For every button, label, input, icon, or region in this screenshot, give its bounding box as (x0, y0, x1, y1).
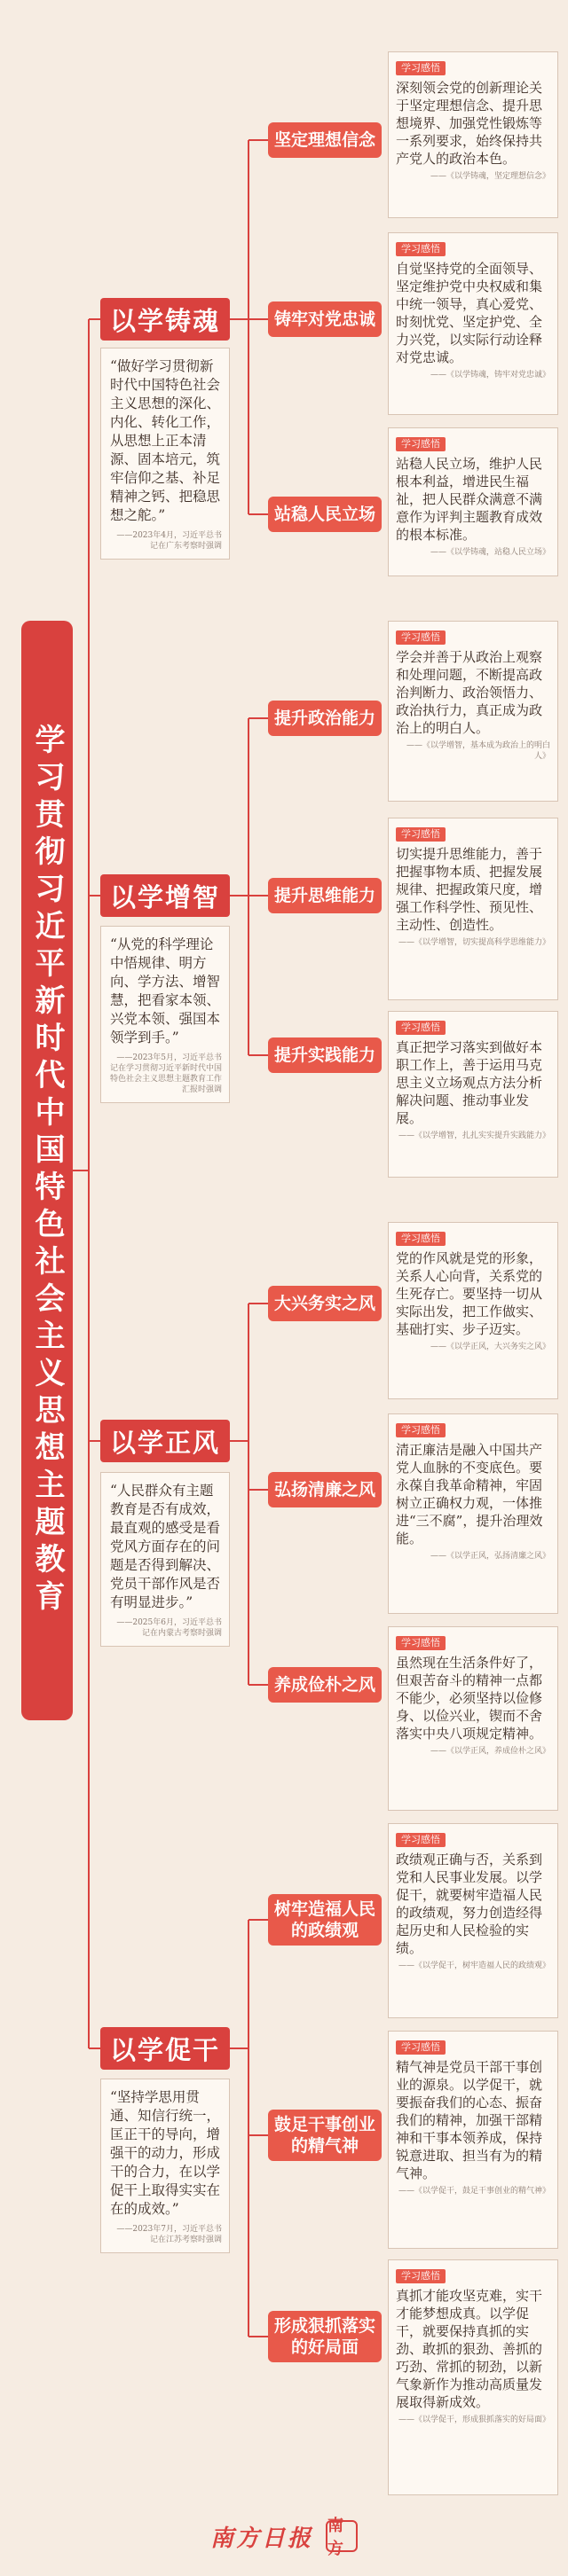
module-title: 以学铸魂 (100, 298, 230, 341)
main-title: 学习贯彻习近平新时代中国特色社会主义思想主题教育 (29, 724, 65, 1617)
insight-card (388, 1626, 558, 1811)
insight-badge: 学习感悟 (396, 827, 446, 842)
sub-topic: 养成俭朴之风 (268, 1667, 382, 1703)
insight-badge: 学习感悟 (396, 437, 446, 451)
module-title: 以学正风 (100, 1420, 230, 1462)
insight-badge: 学习感悟 (396, 1636, 446, 1650)
insight-card (388, 51, 558, 218)
insight-text: 真正把学习落实到做好本职工作上，善于运用马克思主义立场观点方法分析解决问题、推动事业发展。 (396, 1039, 543, 1126)
quote-text: “人民群众有主题教育是否有成效，最直观的感受是看党风方面存在的问题是否得到解决、党员干部作风是否有明显进步。” (110, 1483, 221, 1610)
sub-topic: 大兴务实之风 (268, 1286, 382, 1321)
quote-box (100, 2079, 230, 2253)
insight-text: 站稳人民立场，维护人民根本利益，增进民生福祉，把人民群众满意不满意作为评判主题教育成效的根本标准。 (396, 456, 543, 543)
nanfang-seal-icon: 南方 (326, 2520, 358, 2552)
insight-badge: 学习感悟 (396, 2040, 446, 2055)
insight-text: 深刻领会党的创新理论关于坚定理想信念、提升思想境界、加强党性锻炼等一系列要求，始终保持共产党人的政治本色。 (396, 80, 543, 167)
insight-text: 学会并善于从政治上观察和处理问题，不断提高政治判断力、政治领悟力、政治执行力，真正成为政治上的明白人。 (396, 649, 543, 736)
insight-badge: 学习感悟 (396, 1232, 446, 1246)
sub-topic: 提升政治能力 (268, 701, 382, 736)
insight-badge: 学习感悟 (396, 630, 446, 645)
main-title-bar (21, 621, 73, 1720)
insight-source: ——《以学正风，弘扬清廉之风》 (430, 1552, 550, 1561)
insight-badge: 学习感悟 (396, 61, 446, 75)
insight-card (388, 2031, 558, 2249)
module-title: 以学增智 (100, 874, 230, 917)
insight-source: ——《以学促干，形成狠抓落实的好局面》 (398, 2415, 550, 2424)
quote-box (100, 926, 230, 1103)
sub-topic: 提升实践能力 (268, 1037, 382, 1073)
insight-text: 虽然现在生活条件好了，但艰苦奋斗的精神一点都不能少，必须坚持以俭修身、以俭兴业，锲而不舍落实中央八项规定精神。 (396, 1655, 543, 1742)
sub-topic: 铸牢对党忠诚 (268, 301, 382, 337)
insight-card (388, 2259, 558, 2495)
quote-source: ——2025年6月，习近平总书记在内蒙古考察时强调 (116, 1618, 222, 1638)
insight-source: ——《以学增智，切实提高科学思维能力》 (398, 938, 550, 947)
quote-text: “坚持学思用贯通、知信行统一，匡正干的导向，增强干的动力，形成干的合力，在以学促干上取得实实在在的成效。” (110, 2089, 221, 2217)
insight-text: 党的作风就是党的形象，关系人心向背，关系党的生死存亡。要坚持一切从实际出发，把工作做实、基础打实、步子迈实。 (396, 1250, 543, 1337)
sub-topic: 形成狠抓落实的好局面 (268, 2311, 382, 2362)
insight-source: ——《以学正风，大兴务实之风》 (430, 1343, 550, 1351)
insight-source: ——《以学促干，树牢造福人民的政绩观》 (398, 1961, 550, 1970)
quote-source: ——2023年5月，习近平总书记在学习贯彻习近平新时代中国特色社会主义思想主题教育工作汇报时强调 (110, 1053, 223, 1094)
insight-card (388, 1413, 558, 1614)
insight-source: ——《以学正风，养成俭朴之风》 (430, 1747, 550, 1756)
insight-badge: 学习感悟 (396, 1021, 446, 1035)
insight-text: 真抓才能攻坚克难，实干才能梦想成真。以学促干，就要保持真抓的实劲、敢抓的狠劲、善抓的巧劲、常抓的韧劲，以新气象新作为推动高质量发展取得新成效。 (396, 2288, 543, 2410)
quote-box (100, 1472, 230, 1647)
insight-text: 精气神是党员干部干事创业的源泉。以学促干，就要振奋我们的心态、振奋我们的精神，加强干部精神和干事本领养成，保持锐意进取、担当有为的精气神。 (396, 2059, 543, 2181)
insight-card (388, 1011, 558, 1178)
insight-badge: 学习感悟 (396, 1423, 446, 1437)
module-title: 以学促干 (100, 2027, 230, 2070)
insight-card (388, 1823, 558, 2018)
insight-source: ——《以学铸魂，铸牢对党忠诚》 (430, 371, 550, 380)
insight-source: ——《以学铸魂，坚定理想信念》 (430, 172, 550, 181)
footer (0, 2509, 568, 2563)
insight-badge: 学习感悟 (396, 242, 446, 256)
insight-source: ——《以学铸魂，站稳人民立场》 (430, 548, 550, 557)
insight-source: ——《以学增智，扎扎实实提升实践能力》 (398, 1131, 550, 1140)
insight-card (388, 232, 558, 415)
sub-topic: 站稳人民立场 (268, 497, 382, 532)
nanfang-daily-logo: 南方日报 (209, 2525, 313, 2552)
quote-source: ——2023年4月，习近平总书记在广东考察时强调 (116, 531, 222, 551)
sub-topic: 树牢造福人民的政绩观 (268, 1894, 382, 1946)
insight-badge: 学习感悟 (396, 1833, 446, 1847)
insight-text: 切实提升思维能力，善于把握事物本质、把握发展规律、把握政策尺度，增强工作科学性、预见性、主动性、创造性。 (396, 846, 543, 933)
insight-card (388, 621, 558, 802)
insight-card (388, 818, 558, 1000)
insight-source: ——《以学增智，基本成为政治上的明白人》 (406, 741, 550, 761)
insight-text: 自觉坚持党的全面领导、坚定维护党中央权威和集中统一领导，真心爱党、时刻忧党、坚定护党、全力兴党，以实际行动诠释对党忠诚。 (396, 261, 543, 365)
sub-topic: 弘扬清廉之风 (268, 1472, 382, 1507)
sub-topic: 提升思维能力 (268, 878, 382, 913)
insight-text: 政绩观正确与否，关系到党和人民事业发展。以学促干，就要树牢造福人民的政绩观，努力创造经得起历史和人民检验的实绩。 (396, 1852, 543, 1956)
sub-topic: 坚定理想信念 (268, 122, 382, 158)
quote-box (100, 348, 230, 560)
insight-badge: 学习感悟 (396, 2269, 446, 2283)
quote-text: “做好学习贯彻新时代中国特色社会主义思想的深化、内化、转化工作，从思想上正本清源、固本培元，筑牢信仰之基、补足精神之钙、把稳思想之舵。” (110, 358, 221, 523)
insight-card (388, 427, 558, 576)
insight-source: ——《以学促干，鼓足干事创业的精气神》 (398, 2187, 550, 2196)
quote-source: ——2023年7月，习近平总书记在江苏考察时强调 (116, 2225, 222, 2244)
insight-text: 清正廉洁是融入中国共产党人血脉的不变底色。要永葆自我革命精神，牢固树立正确权力观，一体推进“三不腐”，提升治理效能。 (396, 1442, 543, 1546)
sub-topic: 鼓足干事创业的精气神 (268, 2110, 382, 2161)
quote-text: “从党的科学理论中悟规律、明方向、学方法、增智慧，把看家本领、兴党本领、强国本领学到手。” (110, 936, 221, 1045)
insight-card (388, 1222, 558, 1399)
